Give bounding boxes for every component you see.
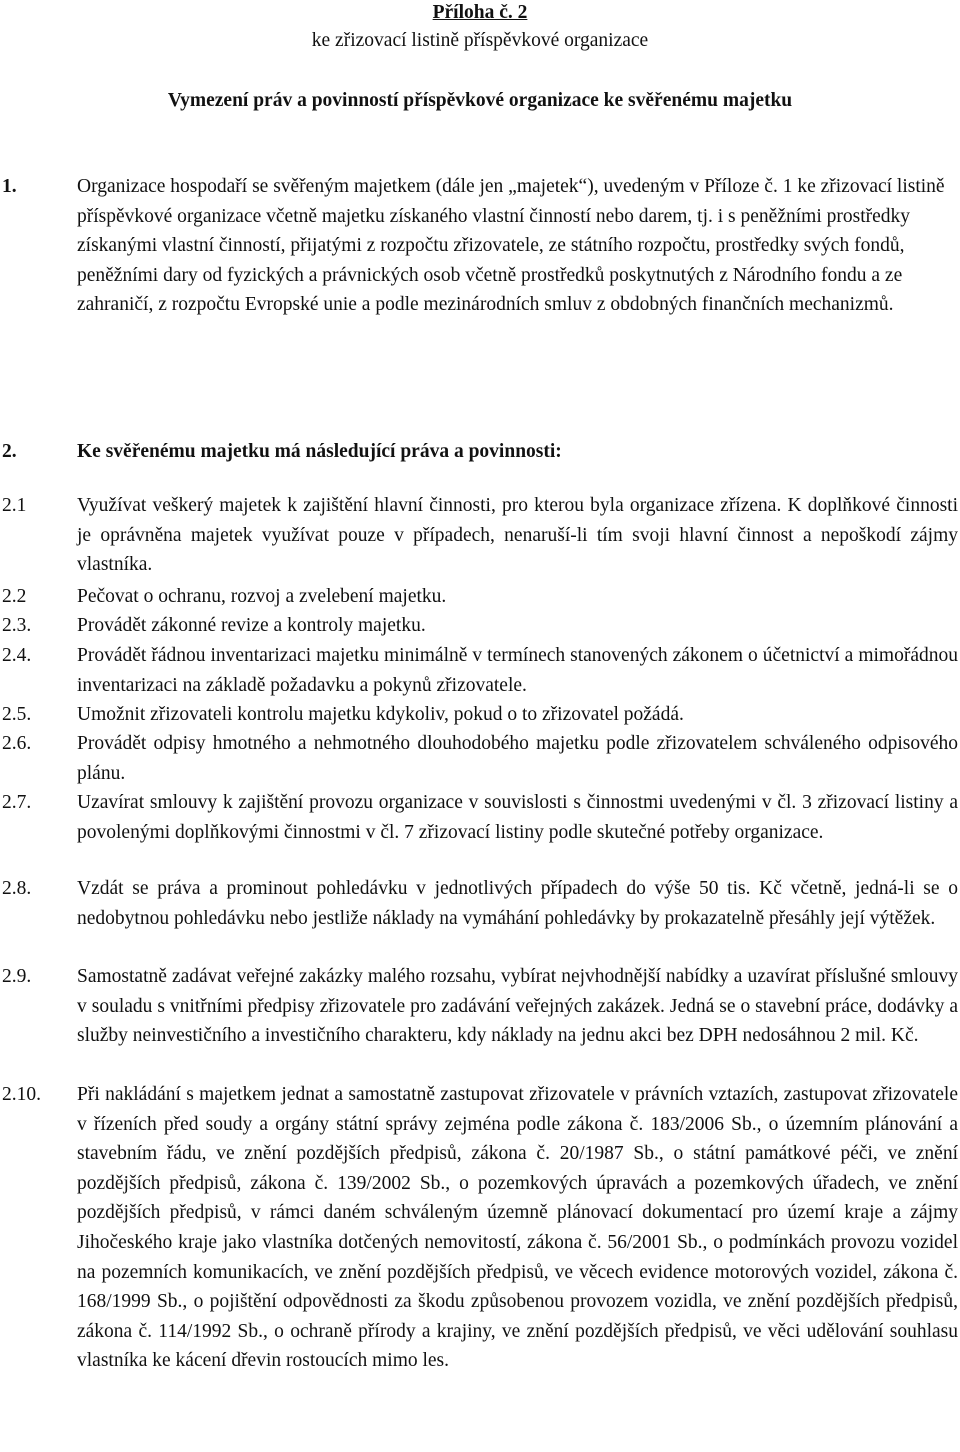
list-item-number: 2.1	[2, 495, 27, 516]
list-item-number: 2.10.	[2, 1084, 41, 1105]
list-item-text: Využívat veškerý majetek k zajištění hlavní činnosti, pro kterou byla organizace zřízena. K doplňkové činnosti je oprávněna majetek využívat pouze v případech, nenaruší-li tím svoji hlavní činnost a nepoškodí zájmy vlastníka.	[77, 495, 958, 576]
document-title: Příloha č. 2	[432, 2, 528, 23]
list-item-number: 2.9.	[2, 966, 32, 987]
list-item-number: 2.5.	[2, 704, 32, 725]
list-item-number: 2.4.	[2, 645, 32, 666]
list-item-number: 2.2	[2, 586, 27, 607]
list-item-number: 2.6.	[2, 733, 32, 754]
document-subtitle: ke zřizovací listině příspěvkové organizace	[311, 30, 649, 51]
list-item-text: Vzdát se práva a prominout pohledávku v jednotlivých případech do výše 50 tis. Kč včetně, jedná-li se o nedobytnou pohledávku nebo jestliže náklady na vymáhání pohledávky by prokazatelně přesáhly její výtěžek.	[77, 878, 958, 929]
section-2-heading: Ke svěřenému majetku má následující práva a povinnosti:	[77, 441, 562, 462]
list-item-text: Při nakládání s majetkem jednat a samostatně zastupovat zřizovatele v právních vztazích, zastupovat zřizovatele v řízeních před soudy a orgány státní správy zejména podle zákona č. 183/2006 Sb., o územním plánování a stavebním řádu, ve znění pozdějších předpisů, zákona č. 20/1987 Sb., o státní památkové péči, ve znění pozdějších předpisů, zákona č. 139/2002 Sb., o pozemkových úpravách a pozemkových úřadech, ve znění pozdějších předpisů, v rámci daném schváleným územně plánovací dokumentací pro území kraje a zájmy Jihočeského kraje jako vlastníka dotčených nemovitostí, zákona č. 56/2001 Sb., o podmínkách provozu vozidel na pozemních komunikacích, ve znění pozdějších předpisů, ve věcech evidence motorových vozidel, zákona č. 168/1999 Sb., o pojištění odpovědnosti za škodu způsobenou provozem vozidla, ve znění pozdějších předpisů, zákona č. 114/1992 Sb., o ochraně přírody a krajiny, ve znění pozdějších předpisů, ve věci udělování souhlasu vlastníka ke kácení dřevin rostoucích mimo les.	[77, 1084, 958, 1372]
list-item-number: 2.8.	[2, 878, 32, 899]
list-item-2-3	[0, 611, 960, 641]
section-1	[0, 172, 960, 320]
list-item-number: 2.7.	[2, 792, 32, 813]
list-item-2-8	[0, 874, 960, 933]
list-item-text: Provádět odpisy hmotného a nehmotného dlouhodobého majetku podle zřizovatelem schváleného odpisového plánu.	[77, 733, 958, 784]
list-item-number: 2.3.	[2, 615, 32, 636]
section-1-number: 1.	[2, 176, 17, 197]
list-item-2-7	[0, 788, 960, 847]
list-item-2-9	[0, 962, 960, 1051]
section-2-heading-row	[0, 437, 960, 467]
list-item-text: Umožnit zřizovateli kontrolu majetku kdykoliv, pokud o to zřizovatel požádá.	[77, 704, 684, 725]
list-item-2-1	[0, 491, 960, 580]
list-item-text: Provádět řádnou inventarizaci majetku minimálně v termínech stanovených zákonem o účetnictví a mimořádnou inventarizaci na základě požadavku a pokynů zřizovatele.	[77, 645, 958, 696]
section-2-number: 2.	[2, 441, 17, 462]
list-item-2-5	[0, 700, 960, 730]
document-heading: Vymezení práv a povinností příspěvkové organizace ke svěřenému majetku	[167, 90, 793, 111]
list-item-text: Pečovat o ochranu, rozvoj a zvelebení majetku.	[77, 586, 447, 607]
list-item-2-4	[0, 641, 960, 700]
section-1-text: Organizace hospodaří se svěřeným majetkem (dále jen „majetek“), uvedeným v Příloze č. 1 ke zřizovací listině příspěvkové organizace včetně majetku získaného vlastní činností nebo darem, tj. i s peněžními prostředky získanými vlastní činností, přijatými z rozpočtu zřizovatele, ze státního rozpočtu, prostředky svých fondů, peněžními dary od fyzických a právnických osob včetně prostředků poskytnutých z Národního fondu a ze zahraničí, z rozpočtu Evropské unie a podle mezinárodních smluv z obdobných finančních mechanizmů.	[77, 176, 945, 316]
list-item-text: Samostatně zadávat veřejné zakázky malého rozsahu, vybírat nejvhodnější nabídky a uzavírat příslušné smlouvy v souladu s vnitřními předpisy zřizovatele pro zadávání veřejných zakázek. Jedná se o stavební práce, dodávky a služby neinvestičního a investičního charakteru, kdy náklady na jednu akci bez DPH nedosáhnou 2 mil. Kč.	[77, 966, 958, 1047]
list-item-2-2	[0, 582, 960, 612]
list-item-2-6	[0, 729, 960, 788]
list-item-text: Provádět zákonné revize a kontroly majetku.	[77, 615, 426, 636]
list-item-2-10	[0, 1080, 960, 1376]
list-item-text: Uzavírat smlouvy k zajištění provozu organizace v souvislosti s činnostmi uvedenými v čl. 3 zřizovací listiny a povolenými doplňkovými činnostmi v čl. 7 zřizovací listiny podle skutečné potřeby organizace.	[77, 792, 958, 843]
